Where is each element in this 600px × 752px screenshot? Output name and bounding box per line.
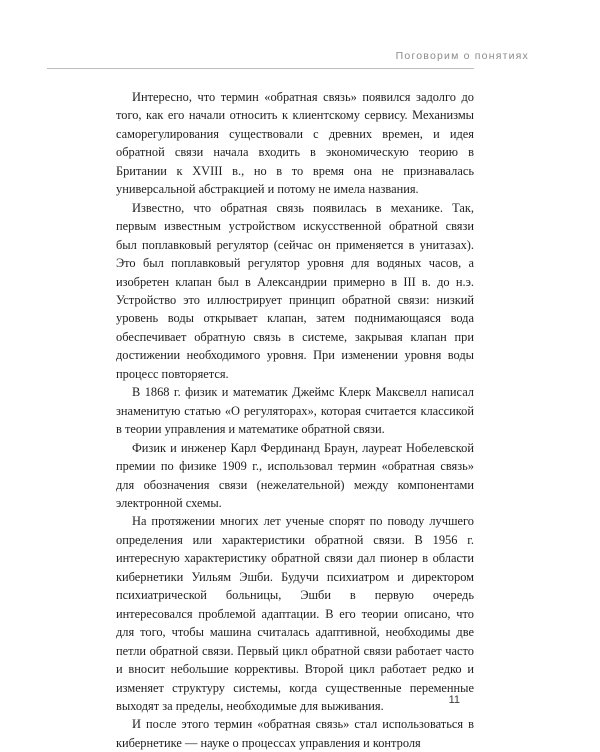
paragraph: И после этого термин «обратная связь» стал использоваться в кибернетике — науке о процессах управления и контроля xyxy=(116,717,474,750)
paragraph: Интересно, что термин «обратная связь» появился задолго до того, как его начали относить к клиентскому сервису. Механизмы саморегулирования существовали с древних времен, и идея обратной связи начала входить в экономическую теорию в Британии к XVIII в., но в то время она не признавалась универсальной абстракцией и потому не имела названия. xyxy=(116,90,474,197)
paragraph: Физик и инженер Карл Фердинанд Браун, лауреат Нобелевской премии по физике 1909 г., использовал термин «обратная связь» для обозначения связи (нежелательной) между компонентами электронной схемы. xyxy=(116,440,474,510)
paragraph: На протяжении многих лет ученые спорят по поводу лучшего определения или характеристики обратной связи. В 1956 г. интересную характеристику обратной связи дал пионер в области кибернетики Уильям Эшби. Будучи психиатром и директором психиатрической больницы, Эшби в первую очередь интересовался проблемой адаптации. В его теории описано, что для того, чтобы машина считалась адаптивной, необходимы две петли обратной связи. Первый цикл обратной связи работает часто и вносит небольшие коррективы. Второй цикл работает редко и изменяет структуру системы, когда существенные переменные выходят за пределы, необходимые для выживания. xyxy=(116,514,474,713)
page-number: 11 xyxy=(448,694,460,706)
paragraph: Известно, что обратная связь появилась в механике. Так, первым известным устройством искусственной обратной связи был поплавковый регулятор (сейчас он применяется в унитазах). Это был поплавковый регулятор уровня для водяных часов, а изобретен клапан был в Александрии примерно в III в. до н.э. Устройство это иллюстрирует принцип обратной связи: низкий уровень воды открывает клапан, затем поднимающаяся вода обеспечивает обратную связь в системе, закрывая клапан при достижении необходимого уровня. При изменении уровня воды процесс повторяется. xyxy=(116,200,474,381)
paragraph: В 1868 г. физик и математик Джеймс Клерк Максвелл написал знаменитую статью «О регуляторах», которая считается классикой в теории управления и математике обратной связи. xyxy=(116,385,474,437)
running-header: Поговорим о понятиях xyxy=(395,50,529,62)
header-divider xyxy=(47,68,474,69)
body-text xyxy=(116,88,474,752)
